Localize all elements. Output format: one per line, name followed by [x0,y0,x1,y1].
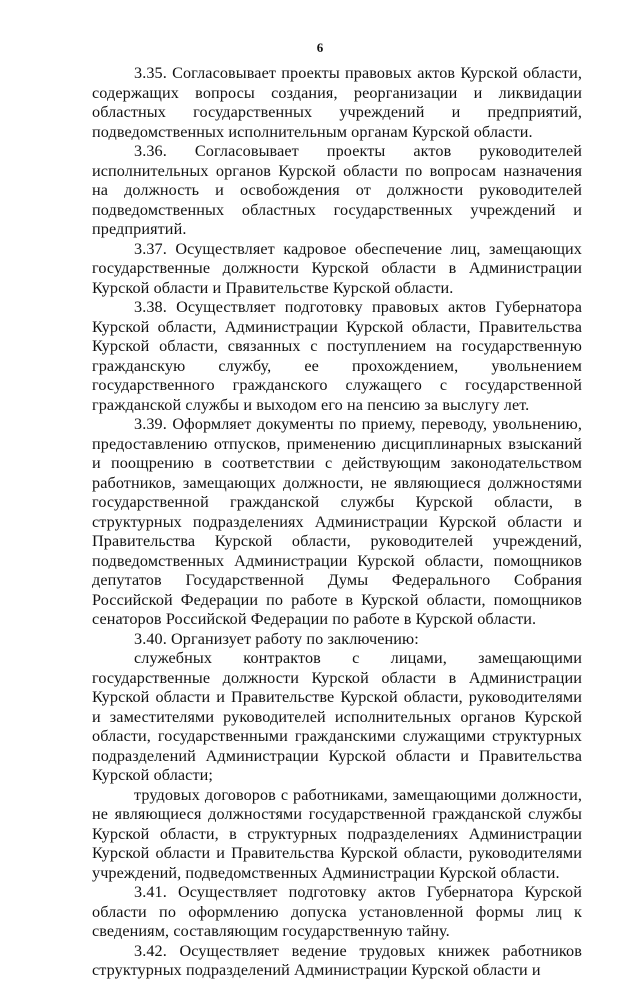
paragraph-3-36: 3.36. Согласовывает проекты актов руководителей исполнительных органов Курской области по вопросам назначения на должность и освобождения от должности руководителей подведомственных областных государственных учреждений и предприятий. [92,142,582,238]
document-body [92,64,582,981]
paragraph-3-41: 3.41. Осуществляет подготовку актов Губернатора Курской области по оформлению допуска установленной формы лиц к сведениям, составляющим государственную тайну. [92,883,582,940]
paragraph-3-40: 3.40. Организует работу по заключению: [134,629,419,648]
paragraph-3-38: 3.38. Осуществляет подготовку правовых актов Губернатора Курской области, Администрации Курской области, Правительства Курской области, связанных с поступлением на государственную гражданскую службу, ее прохождением, увольнением государственного гражданского служащего с государственной гражданской службы и выходом его на пенсию за выслугу лет. [92,298,582,414]
paragraph-labor-contracts: трудовых договоров с работниками, замещающими должности, не являющиеся должностями государственной гражданской службы Курской области, в структурных подразделениях Администрации Курской области и Правительства Курской области, руководителями учреждений, подведомственных Администрации Курской области. [92,785,582,882]
paragraph-service-contracts: служебных контрактов с лицами, замещающими государственные должности Курской области в Администрации Курской области и Правительстве Курской области, руководителями и заместителями руководителей исполнительных органов Курской области, государственными гражданскими служащими структурных подразделений Администрации Курской области и Правительства Курской области; [92,649,582,784]
paragraph-3-39: 3.39. Оформляет документы по приему, переводу, увольнению, предоставлению отпусков, применению дисциплинарных взысканий и поощрению в соответствии с действующим законодательством работников, замещающих должности, не являющиеся должностями государственной гражданской службы Курской области, в структурных подразделениях Администрации Курской области и Правительства Курской области, руководителей учреждений, подведомственных Администрации Курской области, помощников депутатов Государственной Думы Федерального Собрания Российской Федерации по работе в Курской области, помощников сенаторов Российской Федерации по работе в Курской области. [92,415,582,628]
paragraph-3-35: 3.35. Согласовывает проекты правовых актов Курской области, содержащих вопросы создания, реорганизации и ликвидации областных государственных учреждений и предприятий, подведомственных исполнительным органам Курской области. [92,64,582,141]
paragraph-3-42: 3.42. Осуществляет ведение трудовых книжек работников структурных подразделений Администрации Курской области и [92,941,582,979]
page-number: 6 [316,40,324,55]
paragraph-3-37: 3.37. Осуществляет кадровое обеспечение лиц, замещающих государственные должности Курской области в Администрации Курской области и Правительстве Курской области. [92,239,582,297]
